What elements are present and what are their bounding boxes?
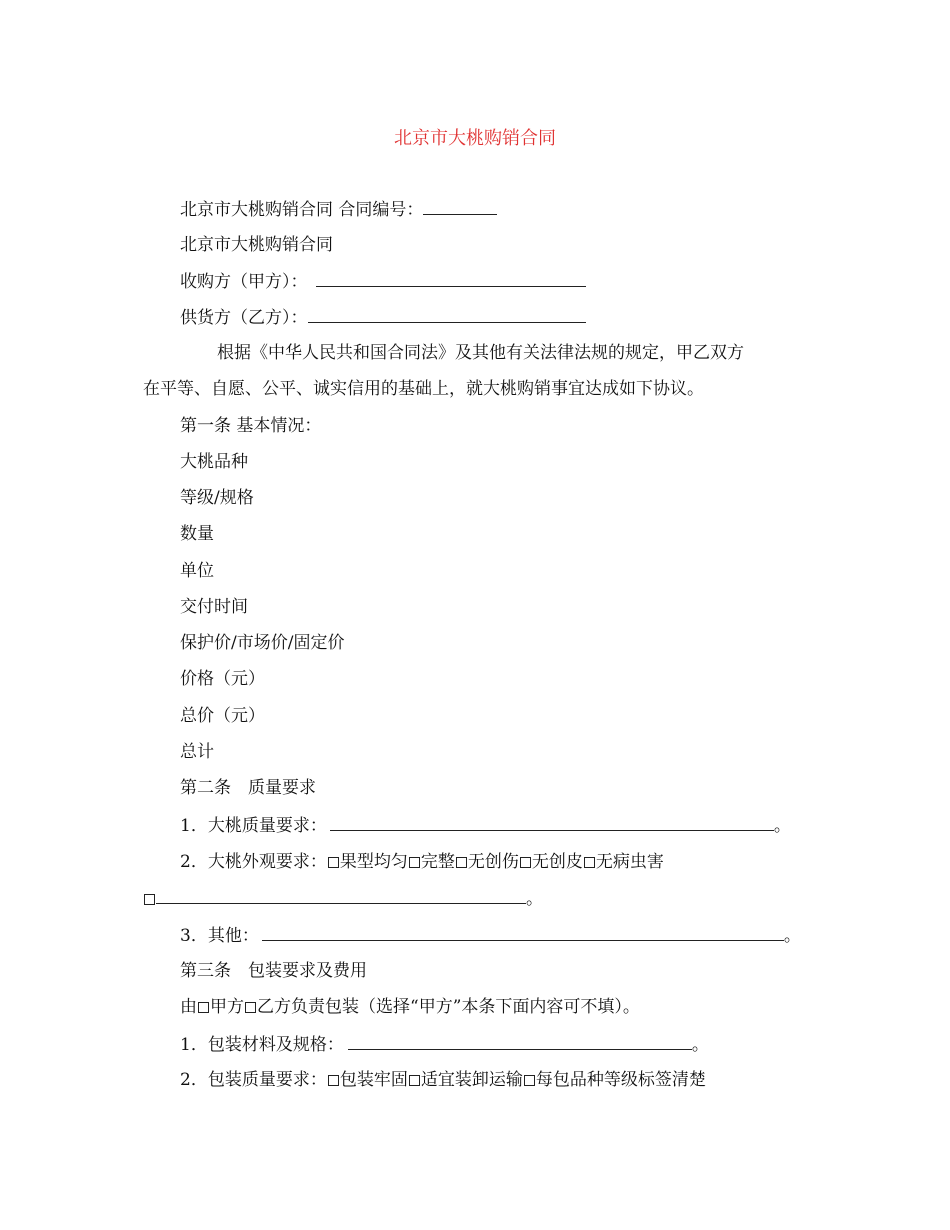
article1-item: 总计	[180, 742, 214, 762]
article1-item: 大桃品种	[180, 452, 248, 472]
checkbox[interactable]	[520, 857, 531, 868]
other-requirement-blank	[262, 924, 784, 941]
article1-item: 单位	[180, 561, 214, 581]
checkbox[interactable]	[328, 857, 339, 868]
quality-requirement-blank	[330, 814, 774, 831]
article1-item: 交付时间	[180, 597, 248, 617]
checkbox[interactable]	[144, 894, 155, 905]
article1-item: 数量	[180, 524, 214, 544]
supplier-line: 供货方（乙方）：	[180, 306, 586, 329]
checkbox[interactable]	[245, 1002, 256, 1013]
article1-item: 保护价/市场价/固定价	[180, 633, 345, 653]
appearance-other-blank	[156, 887, 526, 904]
contract-number-blank	[423, 198, 497, 215]
packaging-responsibility-line: 由 甲方 乙方负责包装（选择“甲方”本条下面内容可不填）。	[180, 997, 640, 1017]
buyer-blank	[316, 270, 586, 287]
article2-heading: 第二条 质量要求	[180, 778, 316, 798]
appearance-requirement-line: 2．大桃外观要求： 果型均匀 完整 无创伤 无创皮 无病虫害	[180, 852, 664, 872]
document-title: 北京市大桃购销合同	[394, 128, 556, 149]
buyer-line: 收购方（甲方）：	[180, 270, 586, 293]
contract-subtitle: 北京市大桃购销合同	[180, 235, 333, 255]
checkbox[interactable]	[524, 1075, 535, 1086]
intro-line-1: 根据《中华人民共和国合同法》及其他有关法律法规的规定，甲乙双方	[217, 343, 744, 363]
appearance-other-line: 。	[143, 887, 543, 910]
article1-heading: 第一条 基本情况：	[180, 416, 322, 436]
checkbox[interactable]	[409, 1075, 420, 1086]
packaging-material-blank	[348, 1033, 692, 1050]
article1-item: 总价（元）	[180, 706, 265, 726]
checkbox[interactable]	[456, 857, 467, 868]
quality-requirement-line: 1．大桃质量要求： 。	[180, 816, 791, 836]
other-requirement-line: 3．其他： 。	[180, 926, 801, 946]
packaging-quality-line: 2．包装质量要求： 包装牢固 适宜装卸运输 每包品种等级标签清楚	[180, 1070, 706, 1090]
checkbox[interactable]	[328, 1075, 339, 1086]
checkbox[interactable]	[198, 1002, 209, 1013]
checkbox[interactable]	[584, 857, 595, 868]
contract-number-line: 北京市大桃购销合同 合同编号：	[180, 198, 497, 221]
article1-item: 价格（元）	[180, 669, 265, 689]
supplier-blank	[308, 306, 586, 323]
article3-heading: 第三条 包装要求及费用	[180, 961, 367, 981]
checkbox[interactable]	[409, 857, 420, 868]
intro-line-2: 在平等、自愿、公平、诚实信用的基础上，就大桃购销事宜达成如下协议。	[143, 379, 704, 399]
article1-item: 等级/规格	[180, 488, 254, 508]
packaging-material-line: 1．包装材料及规格： 。	[180, 1035, 709, 1055]
